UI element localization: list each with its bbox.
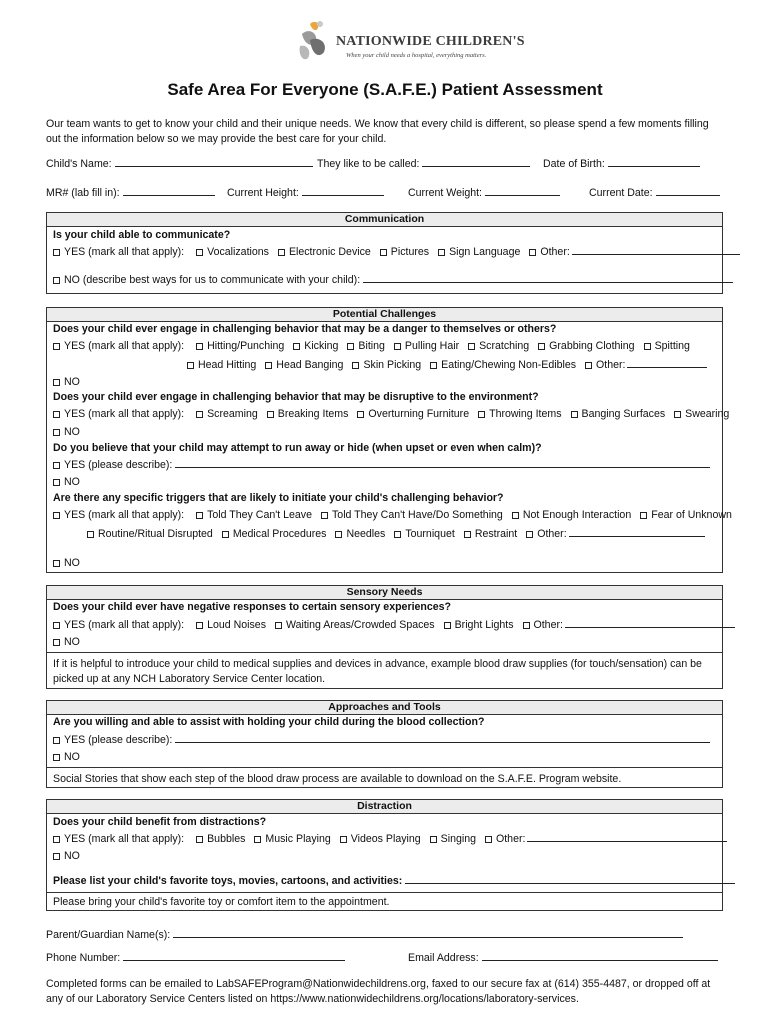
triggers-no-option[interactable]: NO — [53, 557, 80, 569]
checkbox[interactable] — [352, 362, 359, 369]
checkbox[interactable] — [265, 362, 272, 369]
sensory-section — [46, 585, 723, 689]
option-electronic-device[interactable]: Electronic Device — [278, 246, 371, 258]
checkbox[interactable] — [347, 343, 354, 350]
checkbox[interactable] — [196, 836, 203, 843]
sensory-question: Does your child ever have negative responses to certain sensory experiences? — [53, 601, 452, 613]
checkbox[interactable] — [196, 343, 203, 350]
favorites-label: Please list your child's favorite toys, movies, cartoons, and activities: — [53, 875, 403, 887]
phone-line[interactable] — [123, 951, 345, 961]
option-scratching[interactable]: Scratching — [468, 340, 529, 352]
checkbox[interactable] — [53, 379, 60, 386]
checkbox[interactable] — [53, 639, 60, 646]
challenges-header: Potential Challenges — [47, 308, 722, 322]
checkbox[interactable] — [640, 512, 647, 519]
dob-field[interactable] — [543, 157, 700, 170]
option-videos-playing[interactable]: Videos Playing — [340, 833, 421, 845]
distraction-no-option[interactable]: NO — [53, 850, 80, 862]
weight-label: Current Weight: — [408, 187, 482, 199]
distraction-note: Please bring your child's favorite toy or comfort item to the appointment. — [53, 896, 390, 908]
option-pictures[interactable]: Pictures — [380, 246, 429, 258]
sensory-no-option[interactable]: NO — [53, 636, 80, 648]
other-line[interactable] — [569, 527, 705, 537]
phone-field[interactable] — [46, 951, 345, 964]
checkbox[interactable] — [526, 531, 533, 538]
communication-no-row[interactable] — [53, 273, 733, 286]
run-away-yes-row[interactable]: YES (please describe): — [53, 458, 710, 471]
childrens-figures-icon — [296, 18, 334, 62]
option-restraint[interactable]: Restraint — [464, 528, 517, 540]
communication-section — [46, 212, 723, 294]
option-routine-disrupted[interactable]: Routine/Ritual Disrupted — [87, 528, 213, 540]
triggers-yes-row — [53, 509, 741, 521]
checkbox[interactable] — [571, 411, 578, 418]
date-line[interactable] — [656, 186, 720, 196]
section-divider — [47, 652, 722, 653]
checkbox[interactable] — [53, 277, 60, 284]
mr-field[interactable] — [46, 186, 215, 199]
other-line[interactable] — [627, 358, 707, 368]
checkbox[interactable] — [585, 362, 592, 369]
option-not-enough-interaction[interactable]: Not Enough Interaction — [512, 509, 631, 521]
intro-paragraph: Our team wants to get to know your child and their unique needs. We know that every child is different, so please spend a few moments filling out the information below so we may provide the best care for your child. — [46, 118, 709, 145]
favorites-line[interactable] — [405, 874, 735, 884]
childs-name-field[interactable] — [46, 157, 313, 170]
dob-line[interactable] — [608, 157, 700, 167]
guardian-line[interactable] — [173, 928, 683, 938]
height-line[interactable] — [302, 186, 384, 196]
distraction-yes-row — [53, 832, 727, 845]
nationwide-childrens-logo — [296, 18, 525, 66]
distraction-section — [46, 799, 723, 911]
checkbox[interactable] — [53, 512, 60, 519]
option-overturning-furniture[interactable]: Overturning Furniture — [357, 408, 469, 420]
weight-field[interactable] — [408, 186, 560, 199]
checkbox[interactable] — [394, 531, 401, 538]
option-swearing[interactable]: Swearing — [674, 408, 729, 420]
email-field[interactable] — [408, 951, 718, 964]
submission-instructions: Completed forms can be emailed to LabSAFEProgram@Nationwidechildrens.org, faxed to our secure fax at (614) 355-4487, or dropped off at any of our Laboratory Service Centers listed on https://www.nationwidechildrens.org/locations/laboratory-services. — [46, 978, 711, 1005]
approaches-describe-line[interactable] — [175, 733, 710, 743]
checkbox[interactable] — [196, 512, 203, 519]
approaches-no-option[interactable]: NO — [53, 751, 80, 763]
section-divider — [47, 892, 722, 893]
checkbox[interactable] — [275, 622, 282, 629]
checkbox[interactable] — [53, 249, 60, 256]
checkbox[interactable] — [196, 411, 203, 418]
approaches-question: Are you willing and able to assist with holding your child during the blood collection? — [53, 716, 485, 728]
checkbox[interactable] — [674, 411, 681, 418]
approaches-section — [46, 700, 723, 788]
option-fear-of-unknown[interactable]: Fear of Unknown — [640, 509, 732, 521]
called-label: They like to be called: — [317, 158, 420, 170]
email-line[interactable] — [482, 951, 718, 961]
option-hitting-punching[interactable]: Hitting/Punching — [196, 340, 284, 352]
checkbox[interactable] — [53, 429, 60, 436]
checkbox[interactable] — [485, 836, 492, 843]
checkbox[interactable] — [464, 531, 471, 538]
checkbox[interactable] — [644, 343, 651, 350]
section-divider — [47, 767, 722, 768]
checkbox[interactable] — [380, 249, 387, 256]
form-title: Safe Area For Everyone (S.A.F.E.) Patient Assessment — [167, 80, 603, 99]
run-away-question: Do you believe that your child may attempt to run away or hide (when upset or even when calm)? — [53, 442, 542, 454]
option-skin-picking[interactable]: Skin Picking — [352, 359, 421, 371]
checkbox[interactable] — [53, 343, 60, 350]
approaches-header: Approaches and Tools — [47, 701, 722, 715]
favorites-row[interactable] — [53, 874, 735, 887]
option-other[interactable]: Other: — [529, 246, 569, 258]
option-screaming[interactable]: Screaming — [196, 408, 258, 420]
logo-brand-text: NATIONWIDE CHILDREN'S — [336, 34, 525, 49]
checkbox[interactable] — [478, 411, 485, 418]
height-field[interactable] — [227, 186, 384, 199]
approaches-yes-row[interactable]: YES (please describe): — [53, 733, 710, 746]
option-told-cant-leave[interactable]: Told They Can't Leave — [196, 509, 312, 521]
approaches-note: Social Stories that show each step of the blood draw process are available to download on the S.A.F.E. Program website. — [53, 773, 622, 785]
triggers-question: Are there any specific triggers that are likely to initiate your child's challenging behavior? — [53, 492, 504, 504]
communication-yes-option[interactable]: YES (mark all that apply): — [53, 246, 184, 258]
checkbox[interactable] — [53, 411, 60, 418]
checkbox[interactable] — [53, 462, 60, 469]
called-field[interactable] — [317, 157, 530, 170]
option-throwing-items[interactable]: Throwing Items — [478, 408, 561, 420]
option-vocalizations[interactable]: Vocalizations — [196, 246, 269, 258]
communication-question: Is your child able to communicate? — [53, 229, 231, 241]
option-other[interactable]: Other: — [485, 833, 525, 845]
date-field[interactable] — [589, 186, 720, 199]
run-away-describe-line[interactable] — [175, 458, 710, 468]
option-pulling-hair[interactable]: Pulling Hair — [394, 340, 459, 352]
guardian-label: Parent/Guardian Name(s): — [46, 929, 171, 941]
sensory-yes-option[interactable]: YES (mark all that apply): — [53, 619, 184, 631]
danger-question: Does your child ever engage in challenging behavior that may be a danger to themselves or others? — [53, 323, 557, 335]
option-music-playing[interactable]: Music Playing — [254, 833, 330, 845]
option-banging-surfaces[interactable]: Banging Surfaces — [571, 408, 666, 420]
disruptive-yes-row — [53, 408, 738, 420]
checkbox[interactable] — [254, 836, 261, 843]
childs-name-line[interactable] — [115, 157, 313, 167]
disruptive-question: Does your child ever engage in challenging behavior that may be disruptive to the environment? — [53, 391, 539, 403]
run-away-no-option[interactable]: NO — [53, 476, 80, 488]
option-other[interactable]: Other: — [526, 528, 566, 540]
sensory-yes-row — [53, 618, 735, 631]
mr-line[interactable] — [123, 186, 215, 196]
option-head-hitting[interactable]: Head Hitting — [187, 359, 256, 371]
called-line[interactable] — [422, 157, 530, 167]
checkbox[interactable] — [222, 531, 229, 538]
challenges-section — [46, 307, 732, 573]
distraction-yes-option[interactable]: YES (mark all that apply): — [53, 833, 184, 845]
phone-label: Phone Number: — [46, 952, 121, 964]
checkbox[interactable] — [357, 411, 364, 418]
checkbox[interactable] — [53, 560, 60, 567]
option-tourniquet[interactable]: Tourniquet — [394, 528, 454, 540]
option-eating-chewing[interactable]: Eating/Chewing Non-Edibles — [430, 359, 576, 371]
danger-yes-option[interactable]: YES (mark all that apply): — [53, 340, 184, 352]
danger-no-option[interactable]: NO — [53, 376, 80, 388]
option-other[interactable]: Other: — [523, 619, 563, 631]
checkbox[interactable] — [53, 754, 60, 761]
checkbox[interactable] — [430, 362, 437, 369]
option-biting[interactable]: Biting — [347, 340, 385, 352]
sensory-note: If it is helpful to introduce your child to medical supplies and devices in advance, example blood draw supplies (for touch/sensation) can be picked up at any NCH Laboratory Service Center location. — [53, 658, 702, 685]
checkbox[interactable] — [394, 343, 401, 350]
communication-no-label: NO (describe best ways for us to communicate with your child): — [64, 274, 361, 286]
dob-label: Date of Birth: — [543, 158, 605, 170]
other-line[interactable] — [565, 618, 735, 628]
distraction-header: Distraction — [47, 800, 722, 814]
checkbox[interactable] — [196, 249, 203, 256]
checkbox[interactable] — [512, 512, 519, 519]
distraction-question: Does your child benefit from distractions? — [53, 816, 267, 828]
checkbox[interactable] — [538, 343, 545, 350]
checkbox[interactable] — [53, 853, 60, 860]
option-told-cant-have[interactable]: Told They Can't Have/Do Something — [321, 509, 503, 521]
option-singing[interactable]: Singing — [430, 833, 476, 845]
option-needles[interactable]: Needles — [335, 528, 385, 540]
option-head-banging[interactable]: Head Banging — [265, 359, 343, 371]
option-breaking-items[interactable]: Breaking Items — [267, 408, 349, 420]
disruptive-no-option[interactable]: NO — [53, 426, 80, 438]
height-label: Current Height: — [227, 187, 299, 199]
option-bubbles[interactable]: Bubbles — [196, 833, 245, 845]
disruptive-yes-option[interactable]: YES (mark all that apply): — [53, 408, 184, 420]
checkbox[interactable] — [438, 249, 445, 256]
option-other[interactable]: Other: — [585, 359, 625, 371]
checkbox[interactable] — [87, 531, 94, 538]
date-label: Current Date: — [589, 187, 653, 199]
option-bright-lights[interactable]: Bright Lights — [444, 619, 514, 631]
checkbox[interactable] — [430, 836, 437, 843]
checkbox[interactable] — [53, 836, 60, 843]
no-describe-line[interactable] — [363, 273, 733, 283]
checkbox[interactable] — [468, 343, 475, 350]
communication-header: Communication — [47, 213, 722, 227]
triggers-second-row — [87, 527, 705, 540]
checkbox[interactable] — [444, 622, 451, 629]
guardian-field[interactable] — [46, 928, 683, 941]
other-line[interactable] — [572, 245, 740, 255]
communication-yes-row — [53, 245, 740, 258]
email-label: Email Address: — [408, 952, 479, 964]
checkbox[interactable] — [293, 343, 300, 350]
logo-tagline: When your child needs a hospital, everything matters. — [346, 52, 487, 59]
option-medical-procedures[interactable]: Medical Procedures — [222, 528, 327, 540]
option-waiting-areas[interactable]: Waiting Areas/Crowded Spaces — [275, 619, 435, 631]
option-kicking[interactable]: Kicking — [293, 340, 338, 352]
checkbox[interactable] — [53, 737, 60, 744]
option-loud-noises[interactable]: Loud Noises — [196, 619, 266, 631]
checkbox[interactable] — [335, 531, 342, 538]
mr-label: MR# (lab fill in): — [46, 187, 120, 199]
option-grabbing-clothing[interactable]: Grabbing Clothing — [538, 340, 634, 352]
checkbox[interactable] — [196, 622, 203, 629]
danger-yes-row — [53, 340, 699, 352]
weight-line[interactable] — [485, 186, 560, 196]
checkbox[interactable] — [53, 622, 60, 629]
sensory-header: Sensory Needs — [47, 586, 722, 600]
option-spitting[interactable]: Spitting — [644, 340, 690, 352]
checkbox[interactable] — [267, 411, 274, 418]
checkbox[interactable] — [278, 249, 285, 256]
triggers-yes-option[interactable]: YES (mark all that apply): — [53, 509, 184, 521]
checkbox[interactable] — [340, 836, 347, 843]
other-line[interactable] — [527, 832, 727, 842]
option-sign-language[interactable]: Sign Language — [438, 246, 520, 258]
checkbox[interactable] — [523, 622, 530, 629]
childs-name-label: Child's Name: — [46, 158, 112, 170]
checkbox[interactable] — [187, 362, 194, 369]
checkbox[interactable] — [53, 479, 60, 486]
danger-second-row — [187, 358, 707, 371]
checkbox[interactable] — [529, 249, 536, 256]
checkbox[interactable] — [321, 512, 328, 519]
